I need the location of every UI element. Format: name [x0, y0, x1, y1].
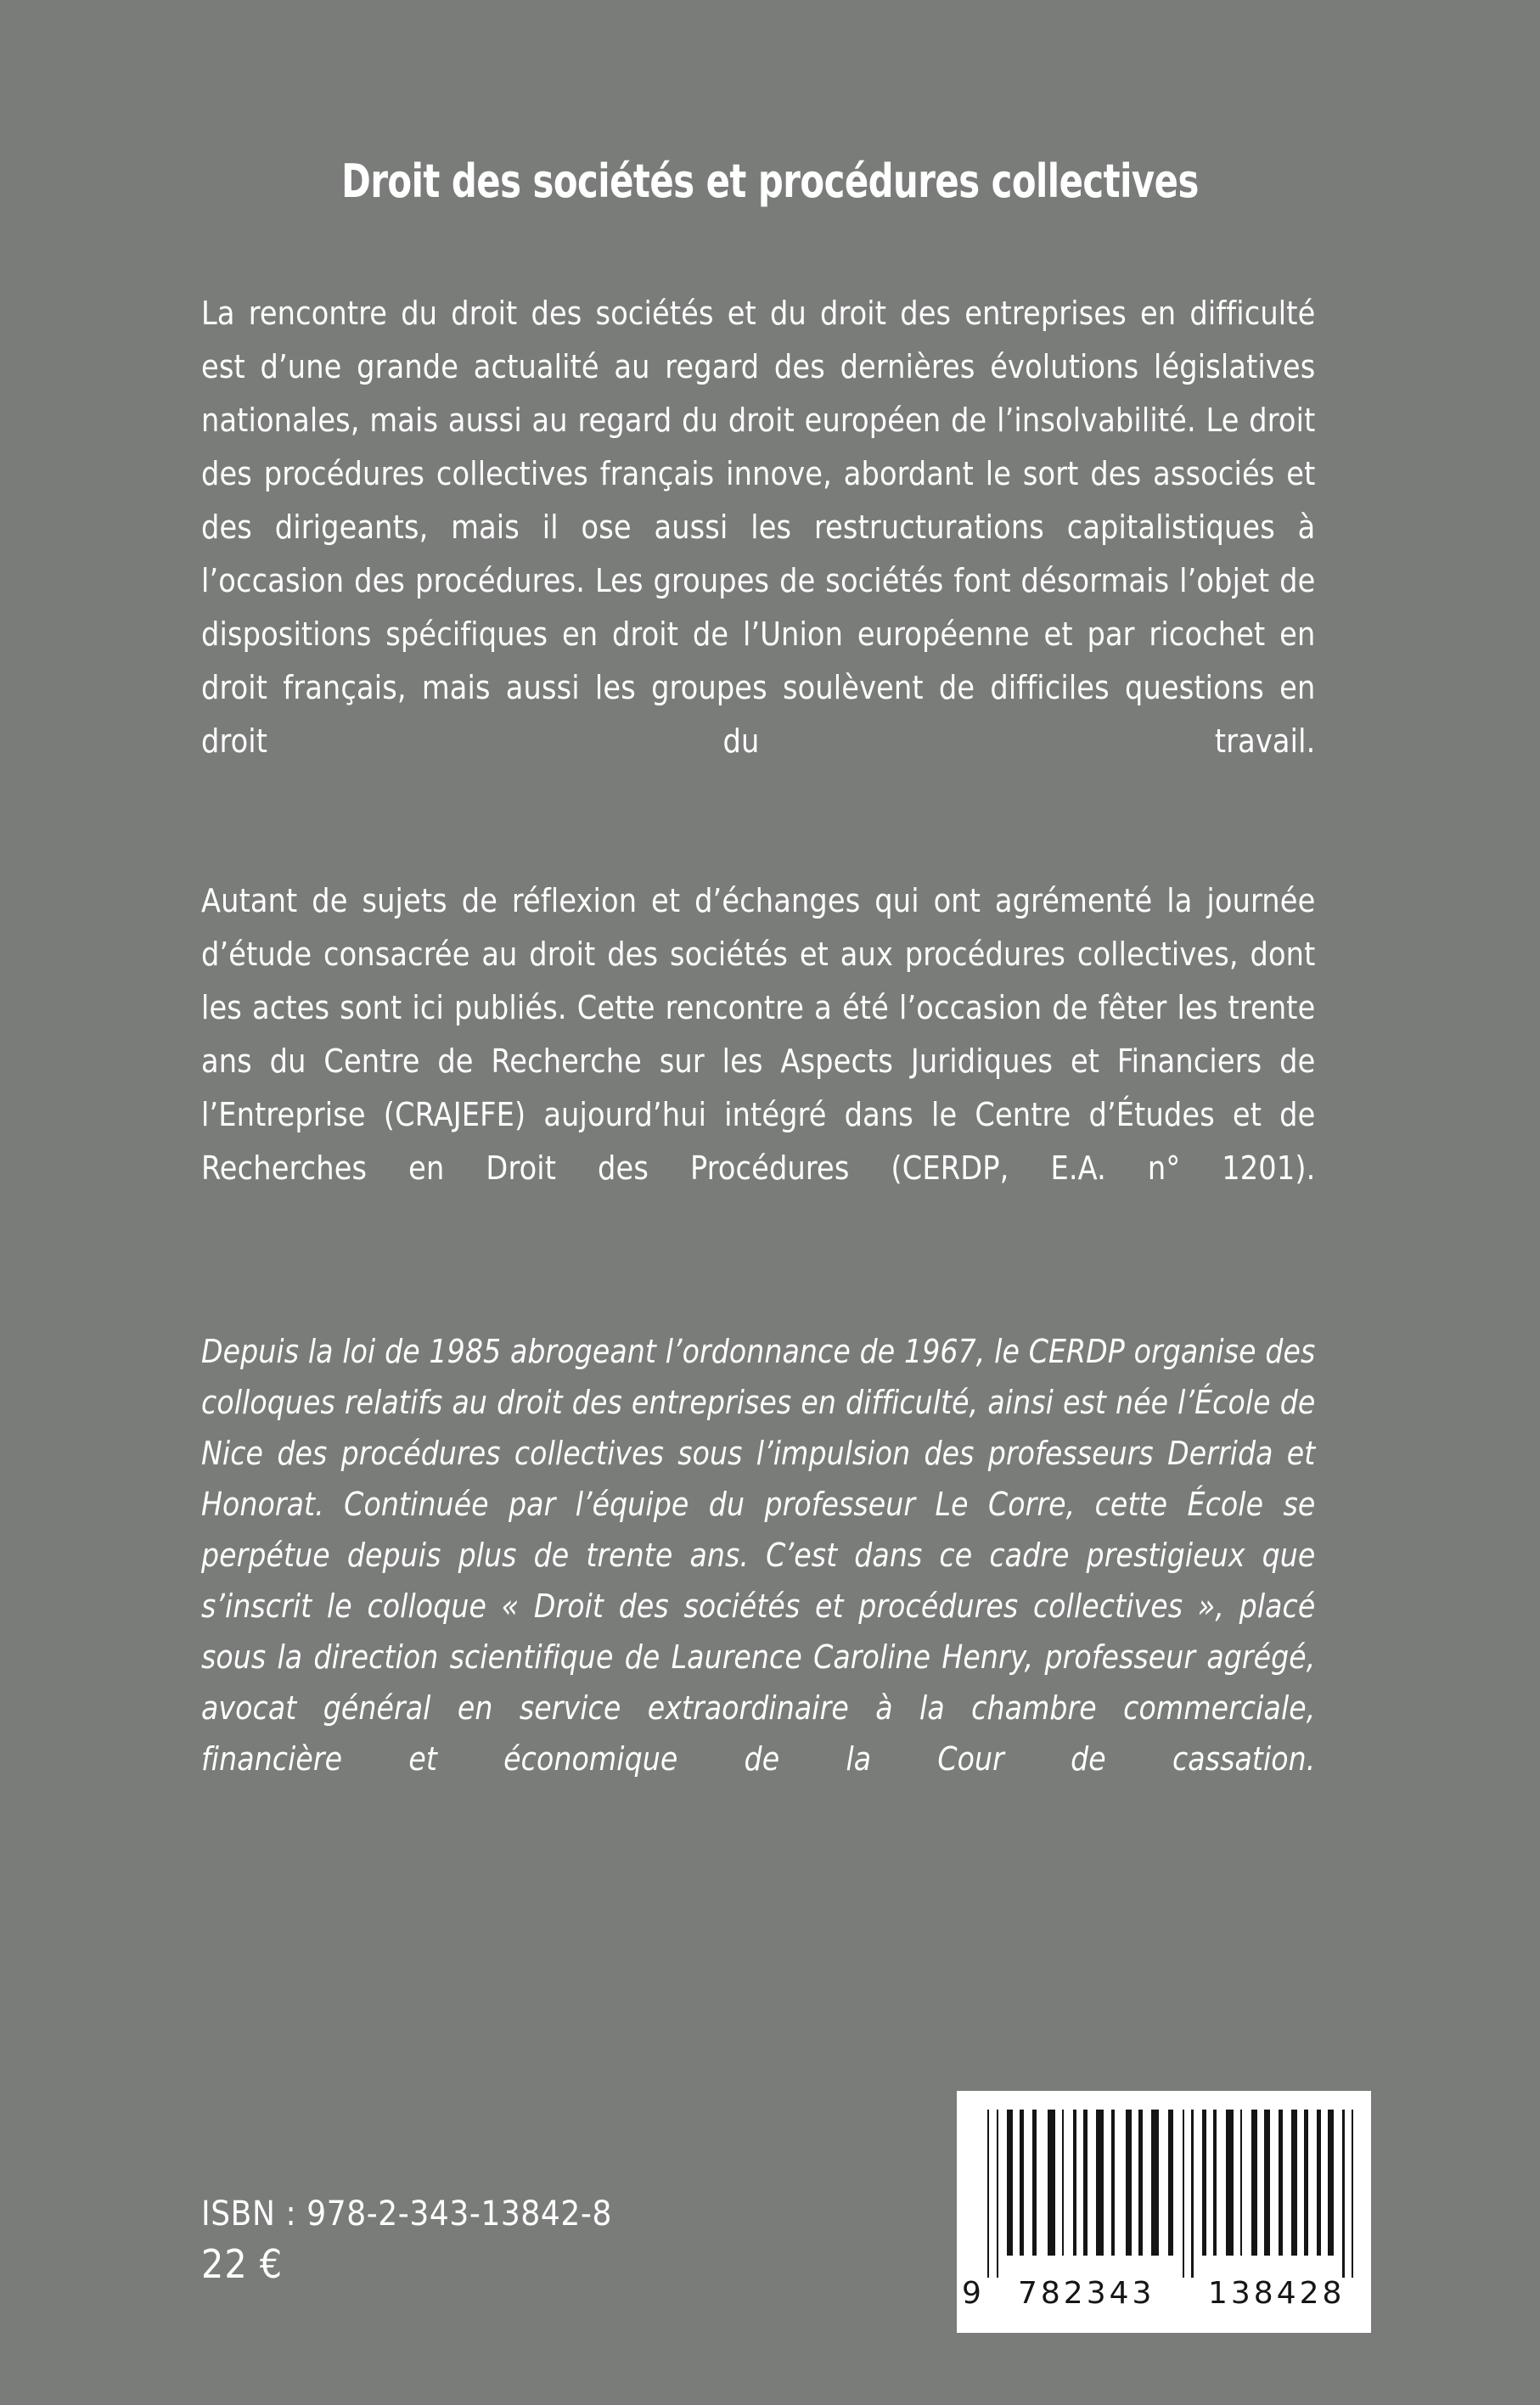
- publisher-note: Depuis la loi de 1985 abrogeant l’ordonnance de 1967, le CERDP organise des colloques relatifs au droit des entreprises en difficulté, ainsi est née l’École de Nice des procédures collectives sous l’impulsion des professeurs Derrida et Honorat. Continuée par l’équipe du professeur Le Corre, cette École se perpétue depuis plus de trente ans. C’est dans ce cadre prestigieux que s’inscrit le colloque « Droit des sociétés et procédures collectives », placé sous la direction scientifique de Laurence Caroline Henry, professeur agrégé, avocat général en service extraordinaire à la chambre commerciale, financière et économique de la Cour de cassation.: [201, 1333, 1316, 1778]
- description-text-block: [201, 287, 1350, 1249]
- barcode-digits: [962, 2276, 1356, 2313]
- italic-note-block: [201, 1326, 1350, 1835]
- isbn-price-block: [201, 2190, 612, 2290]
- paragraph-1: La rencontre du droit des sociétés et du droit des entreprises en difficulté est d’une grande actualité au regard des dernières évolutions législatives nationales, mais aussi au regard du droit européen de l’insolvabilité. Le droit des procédures collectives français innove, abordant le sort des associés et des dirigeants, mais il ose aussi les restructurations capitalistiques à l’occasion des procédures. Les groupes de sociétés font désormais l’objet de dispositions spécifiques en droit de l’Union européenne et par ricochet en droit français, mais aussi les groupes soulèvent de difficiles questions en droit du travail.: [201, 295, 1316, 761]
- barcode-left-group: 782343: [1018, 2276, 1155, 2311]
- barcode-lead-digit: 9: [962, 2276, 985, 2311]
- barcode-right-group: 138428: [1208, 2276, 1346, 2311]
- price-label: 22 €: [201, 2241, 284, 2287]
- barcode-inner: [962, 2110, 1356, 2319]
- barcode-bars: [987, 2110, 1356, 2278]
- barcode: [957, 2091, 1371, 2333]
- isbn-label: ISBN : 978-2-343-13842-8: [201, 2194, 612, 2234]
- paragraph-2: Autant de sujets de réflexion et d’échanges qui ont agrémenté la journée d’étude consacrée au droit des sociétés et aux procédures collectives, dont les actes sont ici publiés. Cette rencontre a été l’occasion de fêter les trente ans du Centre de Recherche sur les Aspects Juridiques et Financiers de l’Entreprise (CRAJEFE) aujourd’hui intégré dans le Centre d’Études et de Recherches en Droit des Procédures (CERDP, E.A. n° 1201).: [201, 882, 1316, 1188]
- page-title: Droit des sociétés et procédures collectives: [341, 155, 1199, 209]
